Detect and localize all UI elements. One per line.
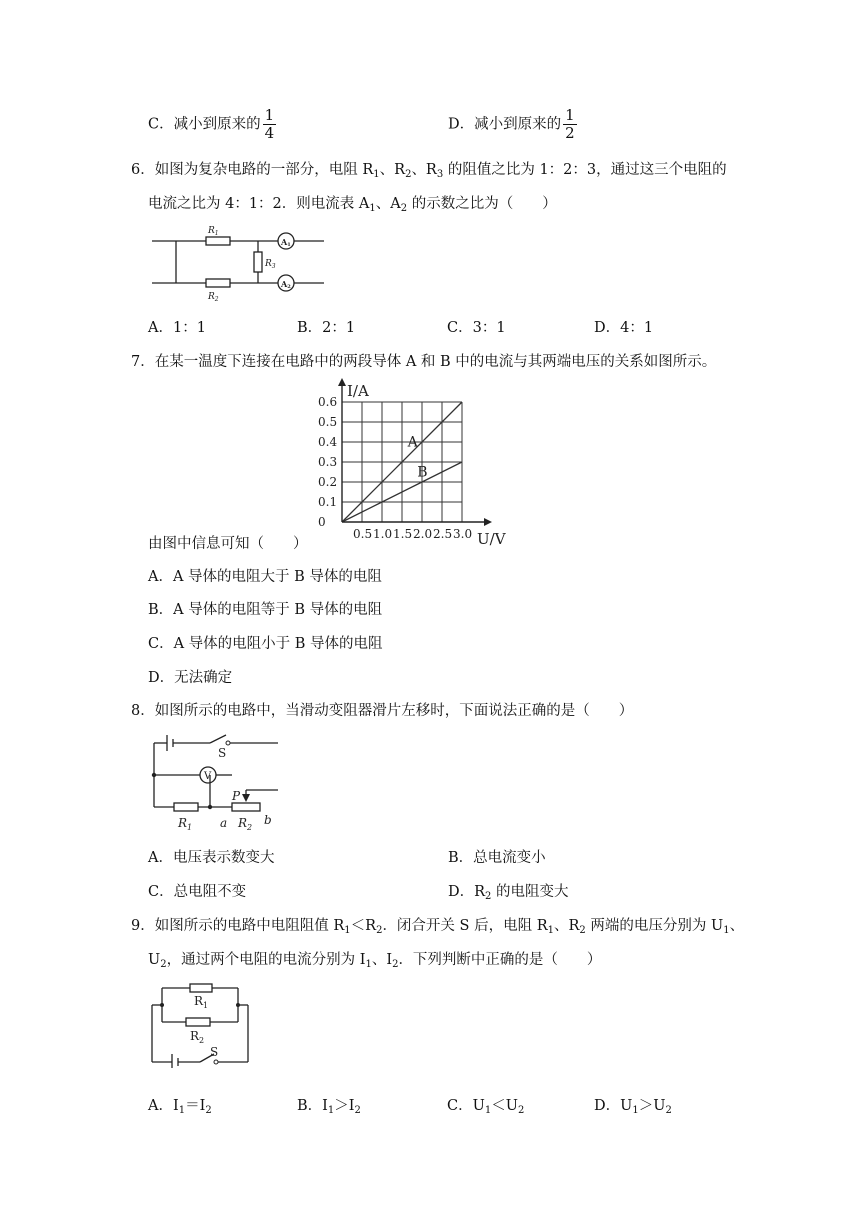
y-axis-arrow (338, 378, 346, 386)
q7-stem-line2: 由图中信息可知（ ） (148, 536, 308, 552)
q7-stem-line1: 7．在某一温度下连接在电路中的两段导体 A 和 B 中的电流与其两端电压的关系如图所示。 (131, 354, 717, 370)
slider-p-label: P (232, 789, 241, 803)
fraction: $\frac{1}{4}$ (264, 106, 275, 142)
series-label-b: B (417, 464, 428, 481)
q6-circuit-diagram (148, 222, 328, 302)
switch-label: S (210, 1045, 219, 1059)
y-tick-label: 0 (318, 515, 326, 529)
q9-option-a[interactable]: A．$I_1=I_2$ (148, 1098, 212, 1116)
y-tick-label: 0.3 (318, 455, 338, 469)
r2-label: $R_2$ (190, 1029, 205, 1045)
q9-stem-line1: 9．如图所示的电路中电阻阻值 $R_1<R_2$．闭合开关 S 后，电阻 $R_1$、$R_2$ 两端的电压分别为 $U_1$、 (131, 918, 745, 936)
r1-label: $R_1$ (208, 226, 219, 237)
q8-option-b[interactable]: B．总电流变小 (448, 850, 546, 866)
x-tick-label: 0.5 (353, 527, 373, 541)
q5-option-c[interactable] (148, 108, 276, 141)
q7-option-b[interactable]: B．A 导体的电阻等于 B 导体的电阻 (148, 602, 383, 618)
q8-option-d[interactable]: D．$R_2$ 的电阻变大 (448, 884, 569, 902)
q9-stem-line2: $U_2$，通过两个电阻的电流分别为 $I_1$、$I_2$．下列判断中正确的是（ ） (148, 952, 602, 970)
x-tick-label: 2.0 (413, 527, 433, 541)
r1-label: $R_1$ (178, 816, 193, 832)
y-tick-label: 0.1 (318, 495, 338, 509)
series-label-a: A (407, 434, 418, 451)
q9-option-b[interactable]: B．$I_1>I_2$ (297, 1098, 361, 1116)
voltmeter-label: V (204, 771, 212, 782)
y-tick-label: 0.2 (318, 475, 338, 489)
q6-stem-line2: 电流之比为 4：1：2．则电流表 $A_1$、$A_2$ 的示数之比为（ ） (148, 196, 557, 214)
q7-option-a[interactable]: A．A 导体的电阻大于 B 导体的电阻 (148, 569, 382, 585)
q6-option-b[interactable]: B．2：1 (297, 320, 356, 336)
x-axis-label: U/V (477, 530, 506, 548)
option-text: D．减小到原来的 (448, 116, 562, 133)
q8-option-a[interactable]: A．电压表示数变大 (148, 850, 275, 866)
q6-option-c[interactable]: C．3：1 (447, 320, 506, 336)
slider-arrow (242, 794, 250, 802)
q9-circuit-diagram (148, 978, 258, 1068)
r3-label: $R_3$ (265, 259, 276, 270)
y-tick-label: 0.6 (318, 395, 338, 409)
q5-option-d[interactable] (448, 108, 577, 141)
q7-iu-chart (310, 378, 525, 548)
q8-option-c[interactable]: C．总电阻不变 (148, 884, 247, 900)
x-tick-label: 2.5 (433, 527, 453, 541)
y-tick-label: 0.4 (318, 435, 338, 449)
b-label: b (264, 813, 272, 827)
option-text: C．减小到原来的 (148, 116, 261, 133)
y-tick-label: 0.5 (318, 415, 338, 429)
q6-option-a[interactable]: A．1：1 (148, 320, 206, 336)
fraction: $\frac{1}{2}$ (565, 106, 575, 142)
ammeter-a2-label: A2 (281, 279, 291, 290)
q7-option-c[interactable]: C．A 导体的电阻小于 B 导体的电阻 (148, 636, 383, 652)
ammeter-a1-label: A1 (281, 237, 291, 248)
r2-label: $R_2$ (238, 816, 253, 832)
q6-stem-line1: 6．如图为复杂电路的一部分，电阻 $R_1$、$R_2$、$R_3$ 的阻值之比为 1：2：3，通过这三个电阻的 (131, 162, 727, 180)
r2-label: $R_2$ (208, 292, 219, 302)
a-label: a (220, 816, 228, 830)
x-tick-label: 1.0 (373, 527, 393, 541)
q8-stem: 8．如图所示的电路中，当滑动变阻器滑片左移时，下面说法正确的是（ ） (131, 703, 634, 719)
q9-option-d[interactable]: D．$U_1>U_2$ (594, 1098, 672, 1116)
q8-circuit-diagram (148, 730, 278, 835)
q7-option-d[interactable]: D．无法确定 (148, 670, 233, 686)
x-tick-label: 1.5 (393, 527, 413, 541)
r1-label: $R_1$ (194, 994, 209, 1010)
q9-option-c[interactable]: C．$U_1<U_2$ (447, 1098, 525, 1116)
switch-label: S (218, 746, 227, 760)
x-axis-arrow (484, 518, 492, 526)
q6-option-d[interactable]: D．4：1 (594, 320, 654, 336)
x-tick-label: 3.0 (453, 527, 473, 541)
y-axis-label: I/A (347, 382, 369, 400)
